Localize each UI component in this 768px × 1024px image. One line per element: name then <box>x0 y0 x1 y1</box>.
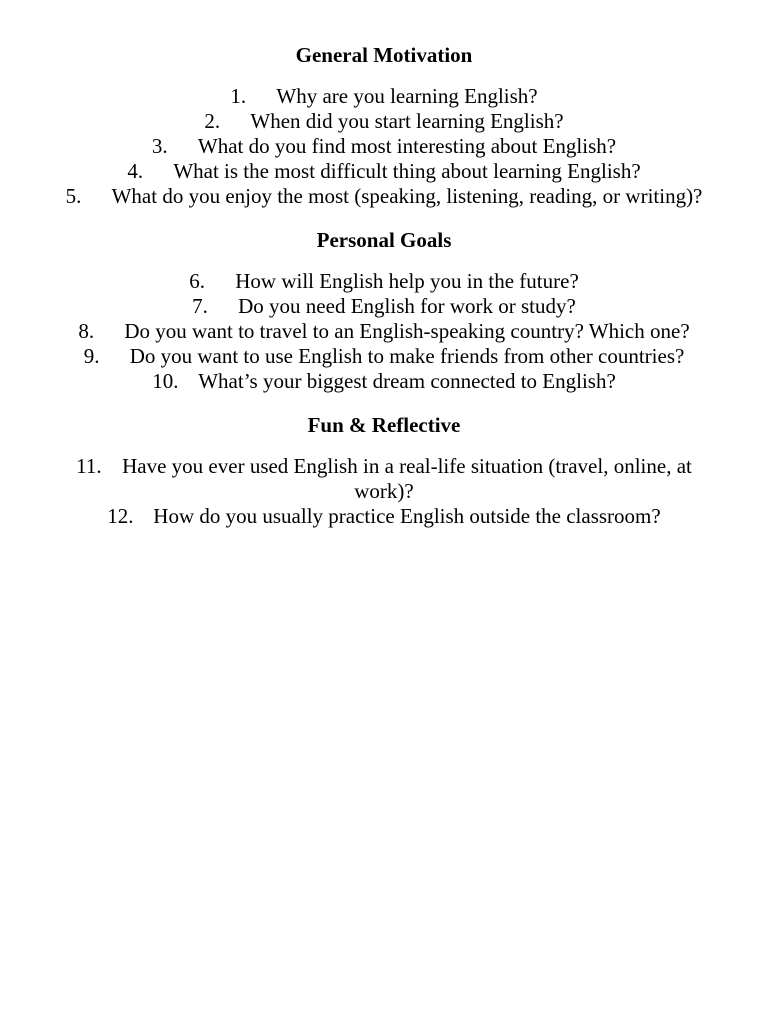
question-text: What is the most difficult thing about learning English? <box>173 159 641 183</box>
question-text: How do you usually practice English outside the classroom? <box>153 504 661 528</box>
section-personal-goals <box>48 226 720 394</box>
question-item <box>48 504 720 529</box>
section-heading: General Motivation <box>295 43 473 67</box>
question-text: What do you find most interesting about English? <box>197 134 617 158</box>
question-item <box>48 184 720 209</box>
question-text: Do you want to travel to an English-speaking country? Which one? <box>124 319 690 343</box>
question-text: How will English help you in the future? <box>235 269 579 293</box>
question-number: 11. <box>76 454 102 478</box>
question-item <box>48 109 720 134</box>
question-text: When did you start learning English? <box>250 109 564 133</box>
question-number: 3. <box>151 134 168 158</box>
question-number: 2. <box>204 109 221 133</box>
section-heading: Fun & Reflective <box>307 413 461 437</box>
question-number: 9. <box>83 344 100 368</box>
question-list <box>48 84 720 209</box>
question-item <box>48 454 720 504</box>
question-text: Do you need English for work or study? <box>238 294 576 318</box>
question-text: Have you ever used English in a real-life situation (travel, online, at work)? <box>122 454 692 503</box>
question-list <box>48 454 720 529</box>
question-number: 6. <box>189 269 205 293</box>
question-text: Do you want to use English to make friends from other countries? <box>129 344 685 368</box>
question-item <box>48 134 720 159</box>
question-item <box>48 84 720 109</box>
section-fun-reflective <box>48 411 720 529</box>
question-item <box>48 369 720 394</box>
question-item <box>48 319 720 344</box>
question-number: 7. <box>192 294 208 318</box>
section-heading: Personal Goals <box>316 228 452 252</box>
question-list <box>48 269 720 394</box>
question-number: 8. <box>78 319 95 343</box>
question-number: 5. <box>65 184 82 208</box>
question-text: What do you enjoy the most (speaking, listening, reading, or writing)? <box>111 184 703 208</box>
question-number: 12. <box>107 504 134 528</box>
question-item <box>48 294 720 319</box>
question-number: 1. <box>230 84 247 108</box>
question-item <box>48 159 720 184</box>
section-general-motivation <box>48 41 720 209</box>
question-item <box>48 269 720 294</box>
question-text: What’s your biggest dream connected to English? <box>198 369 616 393</box>
question-number: 10. <box>152 369 179 393</box>
question-item <box>48 344 720 369</box>
question-text: Why are you learning English? <box>276 84 538 108</box>
question-number: 4. <box>127 159 144 183</box>
